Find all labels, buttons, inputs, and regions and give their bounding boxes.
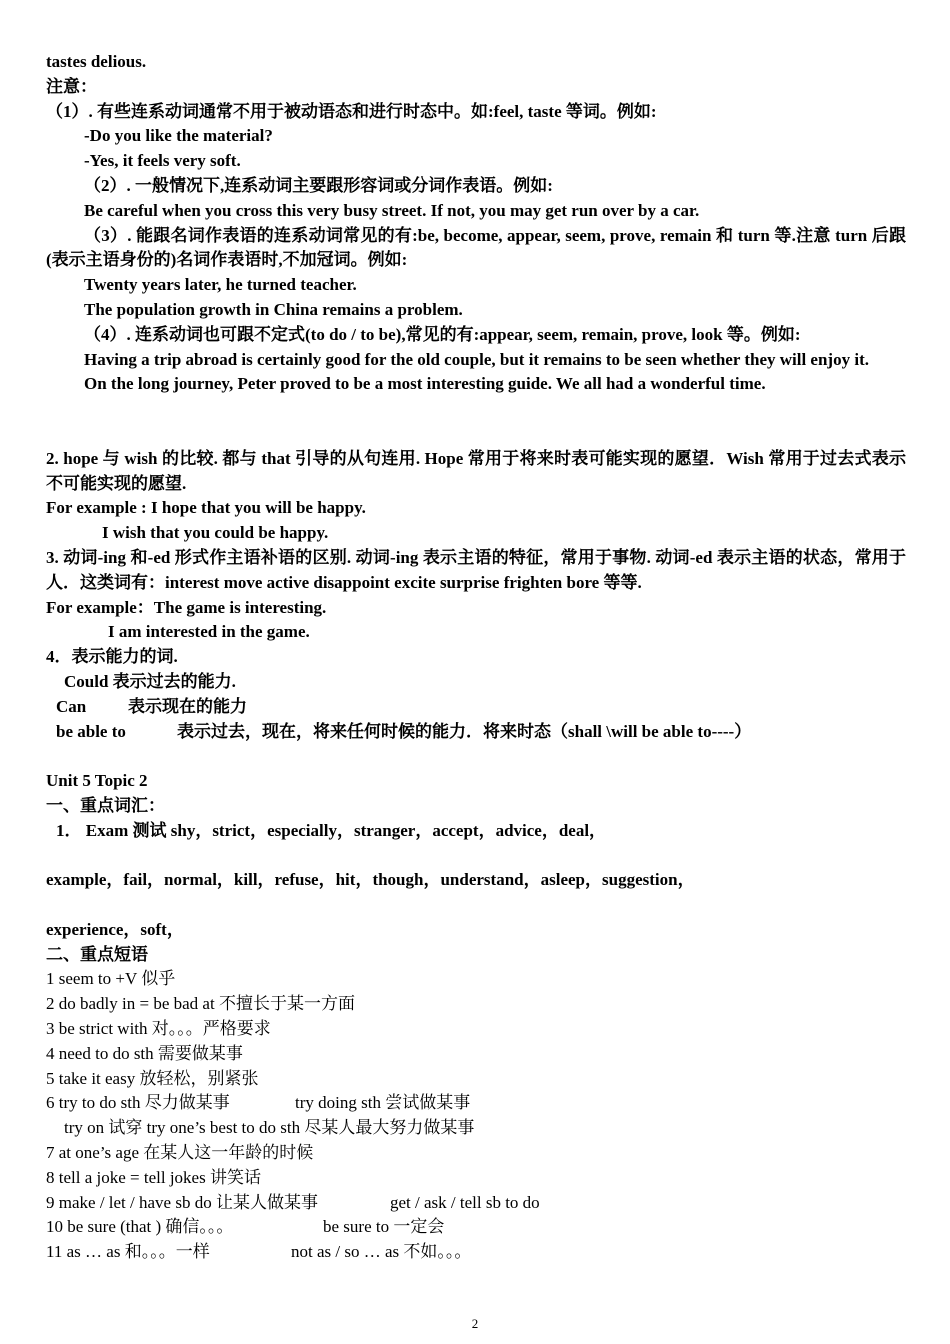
text-line: For example : I hope that you will be happy. (46, 498, 366, 518)
text-line: The population growth in China remains a problem. (84, 299, 463, 319)
phrase-line (46, 1141, 906, 1166)
phrase-line (46, 1091, 906, 1116)
phrase-text: 9 make / let / have sb do 让某人做某事 (46, 1192, 318, 1212)
text-line: I wish that you could be happy. (102, 523, 329, 543)
text-line: （1）. 有些连系动词通常不用于被动语态和进行时态中。如:feel, taste 等词。例如: (46, 101, 657, 121)
text-line: Be careful when you cross this very busy street. If not, you may get run over by a car. (84, 200, 700, 220)
phrase-text: 2 do badly in = be bad at 不擅长于某一方面 (46, 994, 355, 1014)
phrase-text: try doing sth 尝试做某事 (295, 1093, 471, 1113)
phrase-text: 7 at one’s age 在某人这一年龄的时候 (46, 1143, 314, 1163)
text-line: For example：The game is interesting. (46, 597, 327, 617)
phrase-text: 5 take it easy 放轻松，别紧张 (46, 1068, 259, 1088)
text-line: I am interested in the game. (108, 622, 310, 642)
phrase-text: 3 be strict with 对。。。严格要求 (46, 1019, 271, 1039)
phrase-text: 6 try to do sth 尽力做某事 (46, 1093, 230, 1113)
phrase-line (46, 967, 906, 992)
phrase-text: 1 seem to +V 似乎 (46, 969, 176, 989)
text-line: Could 表示过去的能力. (64, 671, 236, 691)
text-line: -Do you like the material? (84, 126, 273, 146)
phrase-text: not as / so … as 不如。。。 (291, 1242, 472, 1262)
phrase-line (46, 1067, 906, 1092)
text-span: be able to (56, 721, 126, 741)
text-line: experience，soft， (46, 919, 184, 939)
phrase-text: be sure to 一定会 (323, 1217, 445, 1237)
phrase-line (46, 1215, 906, 1240)
text-paragraph: 2. hope 与 wish 的比较. 都与 that 引导的从句连用. Hope 常用于将来时表可能实现的愿望．Wish 常用于过去式表示不可能实现的愿望. (46, 448, 906, 493)
text-line: （2）. 一般情况下,连系动词主要跟形容词或分词作表语。例如: (84, 175, 553, 195)
text-span: 表示现在的能力 (128, 696, 247, 716)
text-line: 4．表示能力的词. (46, 647, 178, 667)
document-page (46, 50, 906, 1265)
text-line (46, 695, 906, 720)
text-line: tastes delious. (46, 52, 147, 71)
text-line: Twenty years later, he turned teacher. (84, 275, 357, 295)
phrase-text: 11 as … as 和。。。一样 (46, 1242, 210, 1262)
phrase-text: 4 need to do sth 需要做某事 (46, 1043, 243, 1063)
text-line: （4）. 连系动词也可跟不定式(to do / to be),常见的有:appear, seem, remain, prove, look 等。例如: (84, 324, 801, 344)
text-line: -Yes, it feels very soft. (84, 151, 241, 171)
text-span: Can (56, 696, 87, 716)
phrase-line (46, 1240, 906, 1265)
phrase-line (46, 1116, 906, 1141)
text-line: 一、重点词汇： (46, 795, 165, 815)
text-line: 1． Exam 测试 shy，strict，especially，stranger，accept，advice，deal， (56, 820, 607, 840)
phrase-line (46, 1166, 906, 1191)
phrase-line (46, 1191, 906, 1216)
section-heading: Unit 5 Topic 2 (46, 771, 148, 791)
phrase-text: get / ask / tell sb to do (390, 1192, 540, 1212)
page-number: 2 (471, 1316, 479, 1331)
text-line: example，fail，normal，kill，refuse，hit，though，understand，asleep，suggestion， (46, 870, 695, 890)
phrase-text: 8 tell a joke = tell jokes 讲笑话 (46, 1167, 261, 1187)
text-line: 注意： (46, 76, 97, 96)
text-paragraph: Having a trip abroad is certainly good for the old couple, but it remains to be seen whether they will enjoy it. (84, 349, 869, 369)
phrase-line (46, 992, 906, 1017)
phrase-line (46, 1017, 906, 1042)
phrase-text: 10 be sure (that ) 确信。。。 (46, 1217, 234, 1237)
text-paragraph: （3）. 能跟名词作表语的连系动词常见的有:be, become, appear, seem, prove, remain 和 turn 等.注意 turn 后跟(表示主语身份的)名词作表语时,不加冠词。例如: (46, 225, 906, 270)
phrase-line (46, 1042, 906, 1067)
text-line: 二、重点短语 (46, 944, 148, 964)
text-line: On the long journey, Peter proved to be a most interesting guide. We all had a wonderful time. (84, 374, 766, 394)
text-line (46, 720, 906, 745)
text-paragraph: 3. 动词-ing 和-ed 形式作主语补语的区别. 动词-ing 表示主语的特征，常用于事物. 动词-ed 表示主语的状态，常用于人．这类词有：interest move active disappoint excite surprise frighten bore 等等. (46, 547, 906, 592)
phrase-text: try on 试穿 try one’s best to do sth 尽某人最大努力做某事 (64, 1118, 475, 1138)
text-span: 表示过去，现在，将来任何时候的能力．将来时态（shall \will be able to----） (177, 721, 752, 741)
